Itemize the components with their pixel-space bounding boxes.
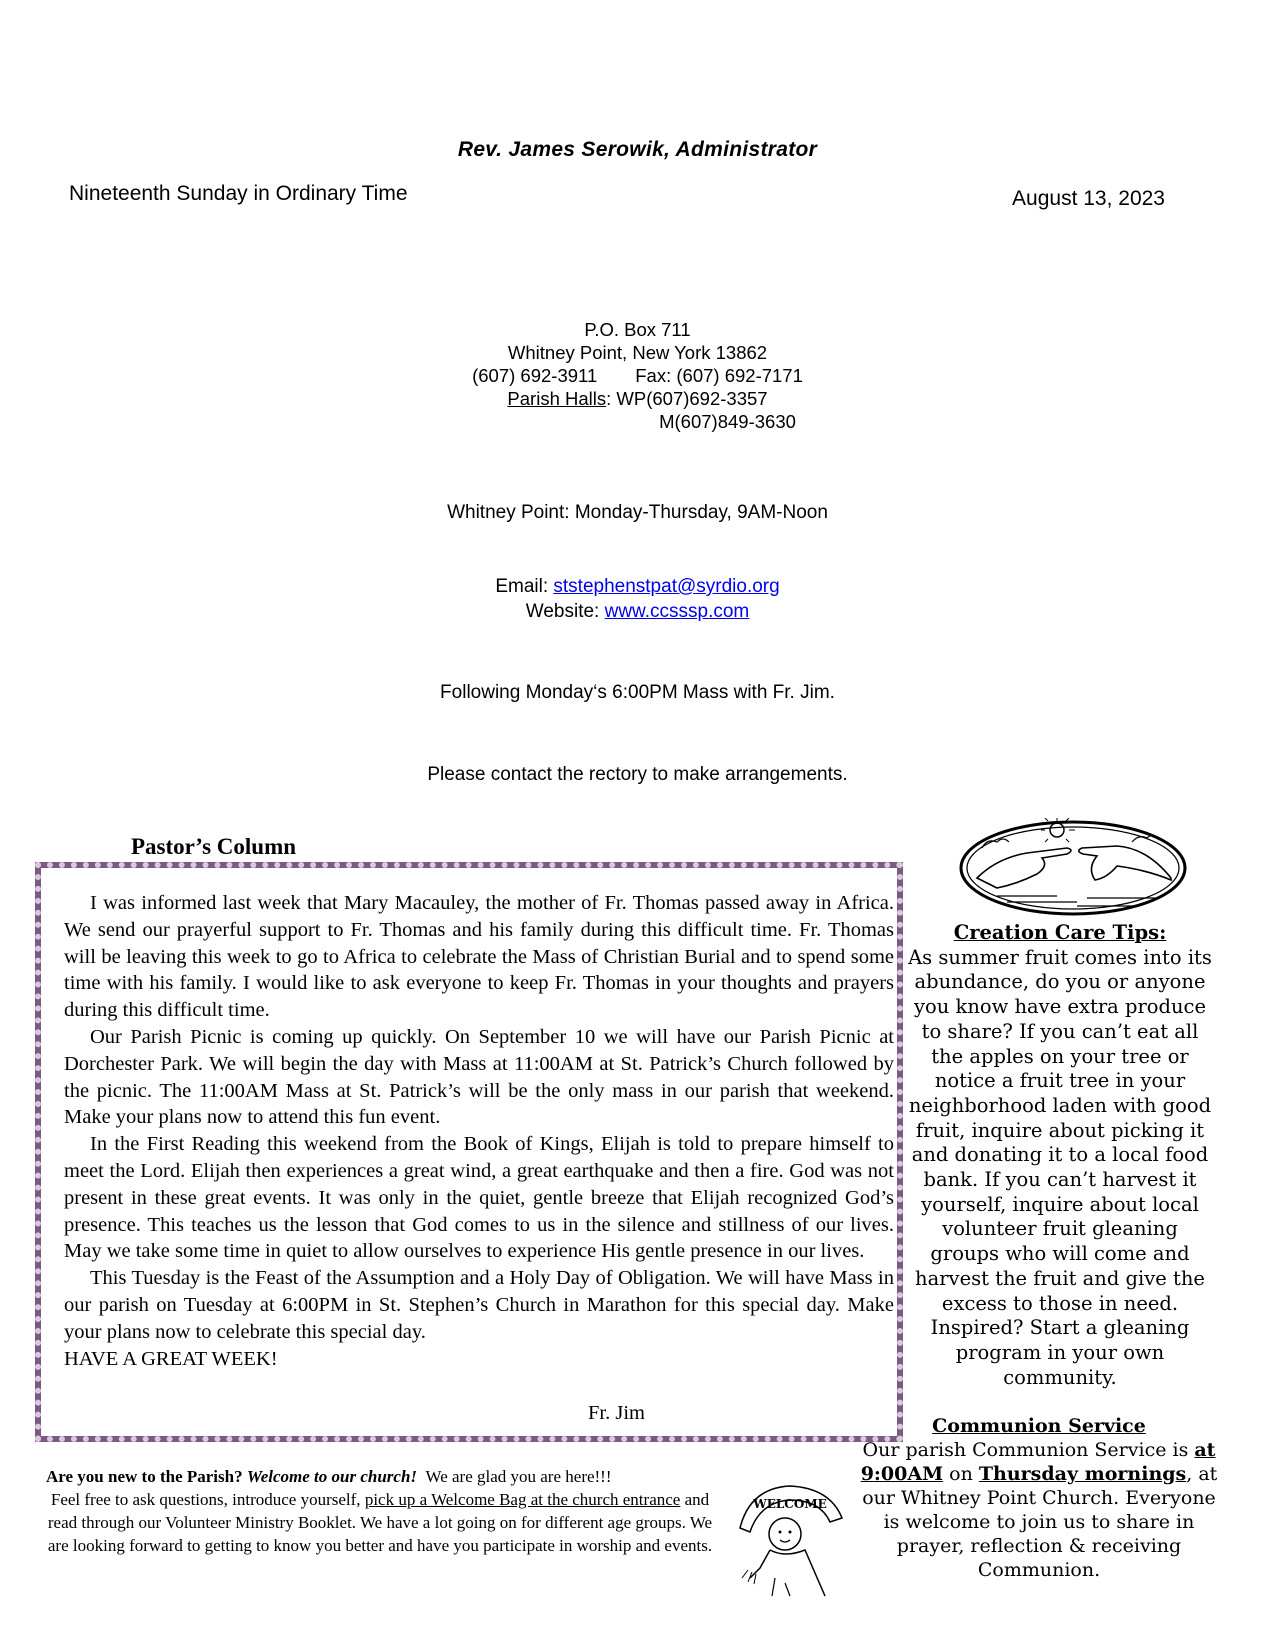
pastor-paragraph: I was informed last week that Mary Macauley, the mother of Fr. Thomas passed away in Africa. We send our prayerful support to Fr. Thomas and his family during this difficult time. Fr. Thomas will be leaving this week to go to Africa to celebrate the Mass of Christian Burial and to spend some time with his family. I would like to ask everyone to keep Fr. Thomas in your thoughts and prayers during this difficult time. [64,892,894,1022]
address-block [0,318,1275,433]
pastor-paragraph: In the First Reading this weekend from the Book of Kings, Elijah is told to prepare himself to meet the Lord. Elijah then experiences a great wind, a great earthquake and then a fire. God was not present in these great events. It was only in the quiet, gentle breeze that Elijah recognized God’s presence. This teaches us the lesson that God comes to us in the silence and stillness of our lives. May we take some time in quiet to allow ourselves to experience His gentle presence in our lives. [64,1133,894,1263]
welcome-headline [40,1465,800,1488]
communion-text: on [943,1463,979,1485]
mass-note: Following Monday‘s 6:00PM Mass with Fr. Jim. [440,682,835,703]
welcome-body [40,1488,720,1557]
contact-block [0,574,1275,624]
parish-halls-label: Parish Halls [507,388,607,409]
website-label: Website: [525,601,605,622]
pastor-closing: HAVE A GREAT WEEK! [64,1347,278,1370]
creation-care-title: Creation Care Tips: [953,921,1167,944]
welcome-block [40,1465,800,1557]
communion-day: Thursday mornings [978,1463,1187,1485]
parish-halls-wp: : WP(607)692-3357 [606,388,768,409]
bulletin-date: August 13, 2023 [1012,187,1165,210]
administrator-line: Rev. James Serowik, Administrator [457,138,818,161]
parish-halls-m: M(607)849-3630 [659,411,796,432]
po-box: P.O. Box 711 [584,319,691,340]
creation-hands-icon [957,818,1189,918]
pastor-column-title: Pastor’s Column [131,834,297,859]
creation-care-tips [905,921,1215,1390]
welcome-question: Are you new to the Parish? [46,1467,243,1486]
communion-service [858,1414,1220,1582]
welcome-angel-icon [730,1478,850,1598]
pastor-paragraph: This Tuesday is the Feast of the Assumption and a Holy Day of Obligation. We will have Mass in our parish on Tuesday at 6:00PM in St. Stephen’s Church in Marathon for this special day. Make your plans now to celebrate this special day. [64,1267,894,1343]
email-link[interactable]: ststephenstpat@syrdio.org [553,576,780,597]
pastor-signoff: Fr. Jim [588,1402,645,1424]
fax-number: Fax: (607) 692-7171 [635,365,803,386]
communion-time: at 9:00AM [860,1439,1216,1485]
creation-care-body: As summer fruit comes into its abundance, do you or anyone you know have extra produce to share? If you can’t eat all the apples on your tree or notice a fruit tree in your neighborhood laden with good fruit, inquire about picking it and donating it to a local food bank. If you can’t harvest it yourself, inquire about local volunteer fruit gleaning groups who will come and harvest the fruit and give the excess to those in need. Inspired? Start a gleaning program in your own community. [908,945,1212,1389]
welcome-bold: Welcome to our church! [246,1467,418,1486]
welcome-banner-text: WELCOME [753,1497,827,1511]
welcome-text: and read through our Volunteer Ministry Booklet. We have a lot going on for different age groups. We are looking forward to getting to know you better and have you participate in worship and events. [47,1490,713,1555]
website-line [0,599,1275,624]
phone-fax-line [0,364,1275,387]
office-hours: Whitney Point: Monday-Thursday, 9AM-Noon [447,502,828,523]
liturgical-day: Nineteenth Sunday in Ordinary Time [69,182,408,205]
communion-text: , at our Whitney Point Church. Everyone is welcome to join us to share in prayer, reflection & receiving Communion. [862,1463,1218,1581]
phone-number: (607) 692-3911 [472,365,598,386]
parish-halls-line [0,387,1275,410]
email-line [0,574,1275,599]
pastor-column-text [64,890,894,1372]
website-link[interactable]: www.ccsssp.com [604,601,750,622]
communion-title: Communion Service [932,1415,1146,1437]
welcome-bag-note: pick up a Welcome Bag at the church entrance [364,1490,681,1509]
pastor-paragraph: Our Parish Picnic is coming up quickly. On September 10 we will have our Parish Picnic at Dorchester Park. We will begin the day with Mass at 11:00AM at St. Patrick’s Church followed by the picnic. The 11:00AM Mass at St. Patrick’s will be the only mass in our parish that weekend. Make your plans now to attend this fun event. [64,1025,894,1129]
welcome-text: Feel free to ask questions, introduce yourself, [50,1490,365,1509]
arrangements-note: Please contact the rectory to make arrangements. [427,764,848,785]
welcome-glad: We are glad you are here!!! [425,1467,612,1486]
communion-text: Our parish Communion Service is [862,1439,1195,1461]
email-label: Email: [495,576,554,597]
city-line: Whitney Point, New York 13862 [507,342,768,363]
